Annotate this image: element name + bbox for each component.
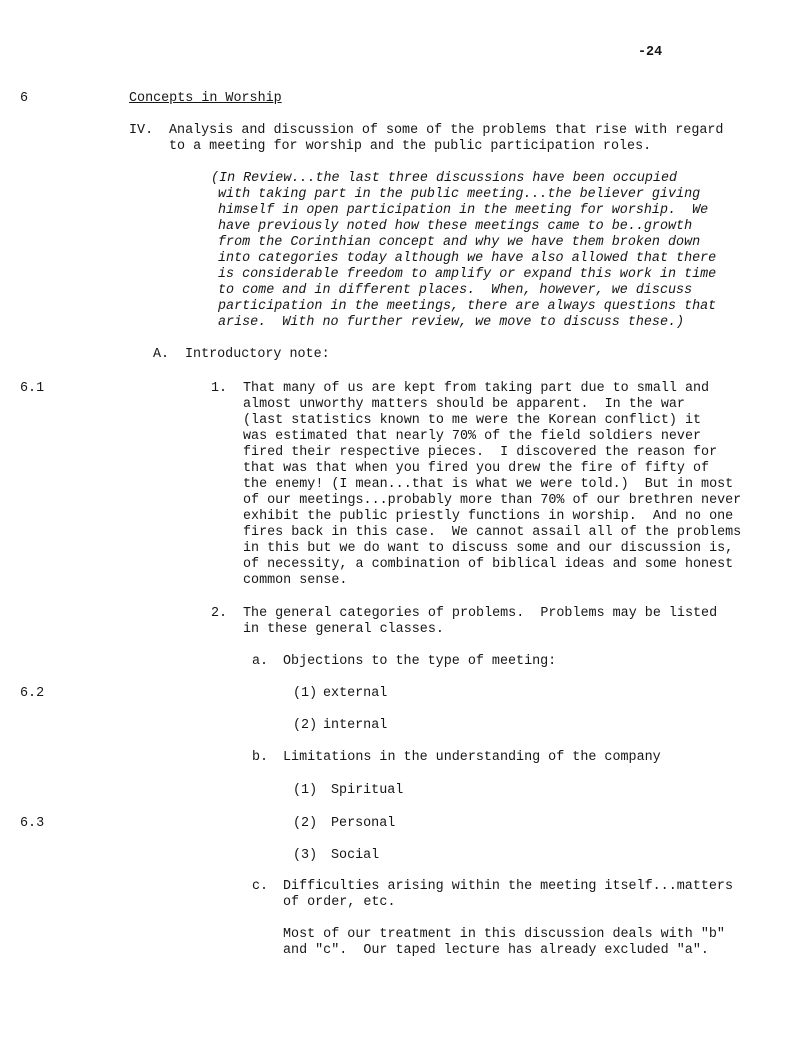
- item-1-line: (last statistics known to me were the Korean conflict) it: [243, 413, 702, 428]
- item-1-line: of necessity, a combination of biblical ideas and some honest: [243, 557, 734, 572]
- margin-note: 6.1: [20, 381, 45, 396]
- item-1-line: in this but we do want to discuss some and our discussion is,: [243, 541, 734, 556]
- review-line: himself in open participation in the meeting for worship. We: [218, 203, 709, 218]
- review-line: participation in the meetings, there are always questions that: [218, 299, 717, 314]
- section-title: Concepts in Worship: [129, 91, 282, 106]
- sub-c-line: of order, etc.: [283, 895, 396, 910]
- item-1-line: fired their respective pieces. I discovered the reason for: [243, 445, 718, 460]
- item-2-line: The general categories of problems. Problems may be listed: [243, 606, 718, 621]
- outline-iv-line: Analysis and discussion of some of the problems that rise with regard: [169, 123, 724, 138]
- sub-marker-a: a.: [252, 654, 269, 669]
- sub-a-item-text: external: [323, 686, 388, 701]
- review-line: from the Corinthian concept and why we have them broken down: [218, 235, 701, 250]
- review-line: (In Review...the last three discussions have been occupied: [211, 171, 678, 186]
- review-line: have previously noted how these meetings came to be..growth: [218, 219, 693, 234]
- sub-b-item-marker: (2): [293, 816, 318, 831]
- item-1-line: That many of us are kept from taking part due to small and: [243, 381, 710, 396]
- sub-marker-c: c.: [252, 879, 269, 894]
- item-1-line: that was that when you fired you drew the fire of fifty of: [243, 461, 710, 476]
- sub-a-item-text: internal: [323, 718, 388, 733]
- outline-marker-a: A.: [153, 347, 170, 362]
- sub-b-text: Limitations in the understanding of the company: [283, 750, 661, 765]
- sub-b-item-text: Personal: [331, 816, 396, 831]
- sub-c-line: Difficulties arising within the meeting itself...matters: [283, 879, 733, 894]
- sub-b-item-text: Spiritual: [331, 783, 404, 798]
- item-marker-1: 1.: [211, 381, 228, 396]
- item-1-line: almost unworthy matters should be apparent. In the war: [243, 397, 685, 412]
- review-line: to come and in different places. When, however, we discuss: [218, 283, 693, 298]
- outline-marker-iv: IV.: [129, 123, 154, 138]
- closing-line: Most of our treatment in this discussion deals with "b": [283, 927, 725, 942]
- sub-a-item-marker: (1): [293, 686, 318, 701]
- sub-b-item-text: Social: [331, 848, 380, 863]
- sub-b-item-marker: (1): [293, 783, 318, 798]
- item-1-line: of our meetings...probably more than 70% of our brethren never: [243, 493, 742, 508]
- review-line: into categories today although we have also allowed that there: [218, 251, 717, 266]
- sub-a-text: Objections to the type of meeting:: [283, 654, 557, 669]
- outline-iv-line: to a meeting for worship and the public participation roles.: [169, 139, 652, 154]
- item-marker-2: 2.: [211, 606, 228, 621]
- section-number: 6: [20, 91, 29, 106]
- review-line: with taking part in the public meeting...the believer giving: [218, 187, 701, 202]
- closing-line: and "c". Our taped lecture has already excluded "a".: [283, 943, 709, 958]
- margin-note: 6.3: [20, 816, 45, 831]
- page-number: -24: [638, 45, 663, 60]
- item-1-line: the enemy! (I mean...that is what we were told.) But in most: [243, 477, 734, 492]
- item-1-line: common sense.: [243, 573, 348, 588]
- margin-note: 6.2: [20, 686, 45, 701]
- sub-b-item-marker: (3): [293, 848, 318, 863]
- sub-marker-b: b.: [252, 750, 269, 765]
- item-1-line: was estimated that nearly 70% of the field soldiers never: [243, 429, 702, 444]
- outline-a-text: Introductory note:: [185, 347, 330, 362]
- item-1-line: fires back in this case. We cannot assail all of the problems: [243, 525, 742, 540]
- item-1-line: exhibit the public priestly functions in worship. And no one: [243, 509, 734, 524]
- sub-a-item-marker: (2): [293, 718, 318, 733]
- review-line: is considerable freedom to amplify or expand this work in time: [218, 267, 717, 282]
- review-line: arise. With no further review, we move to discuss these.): [218, 315, 685, 330]
- item-2-line: in these general classes.: [243, 622, 444, 637]
